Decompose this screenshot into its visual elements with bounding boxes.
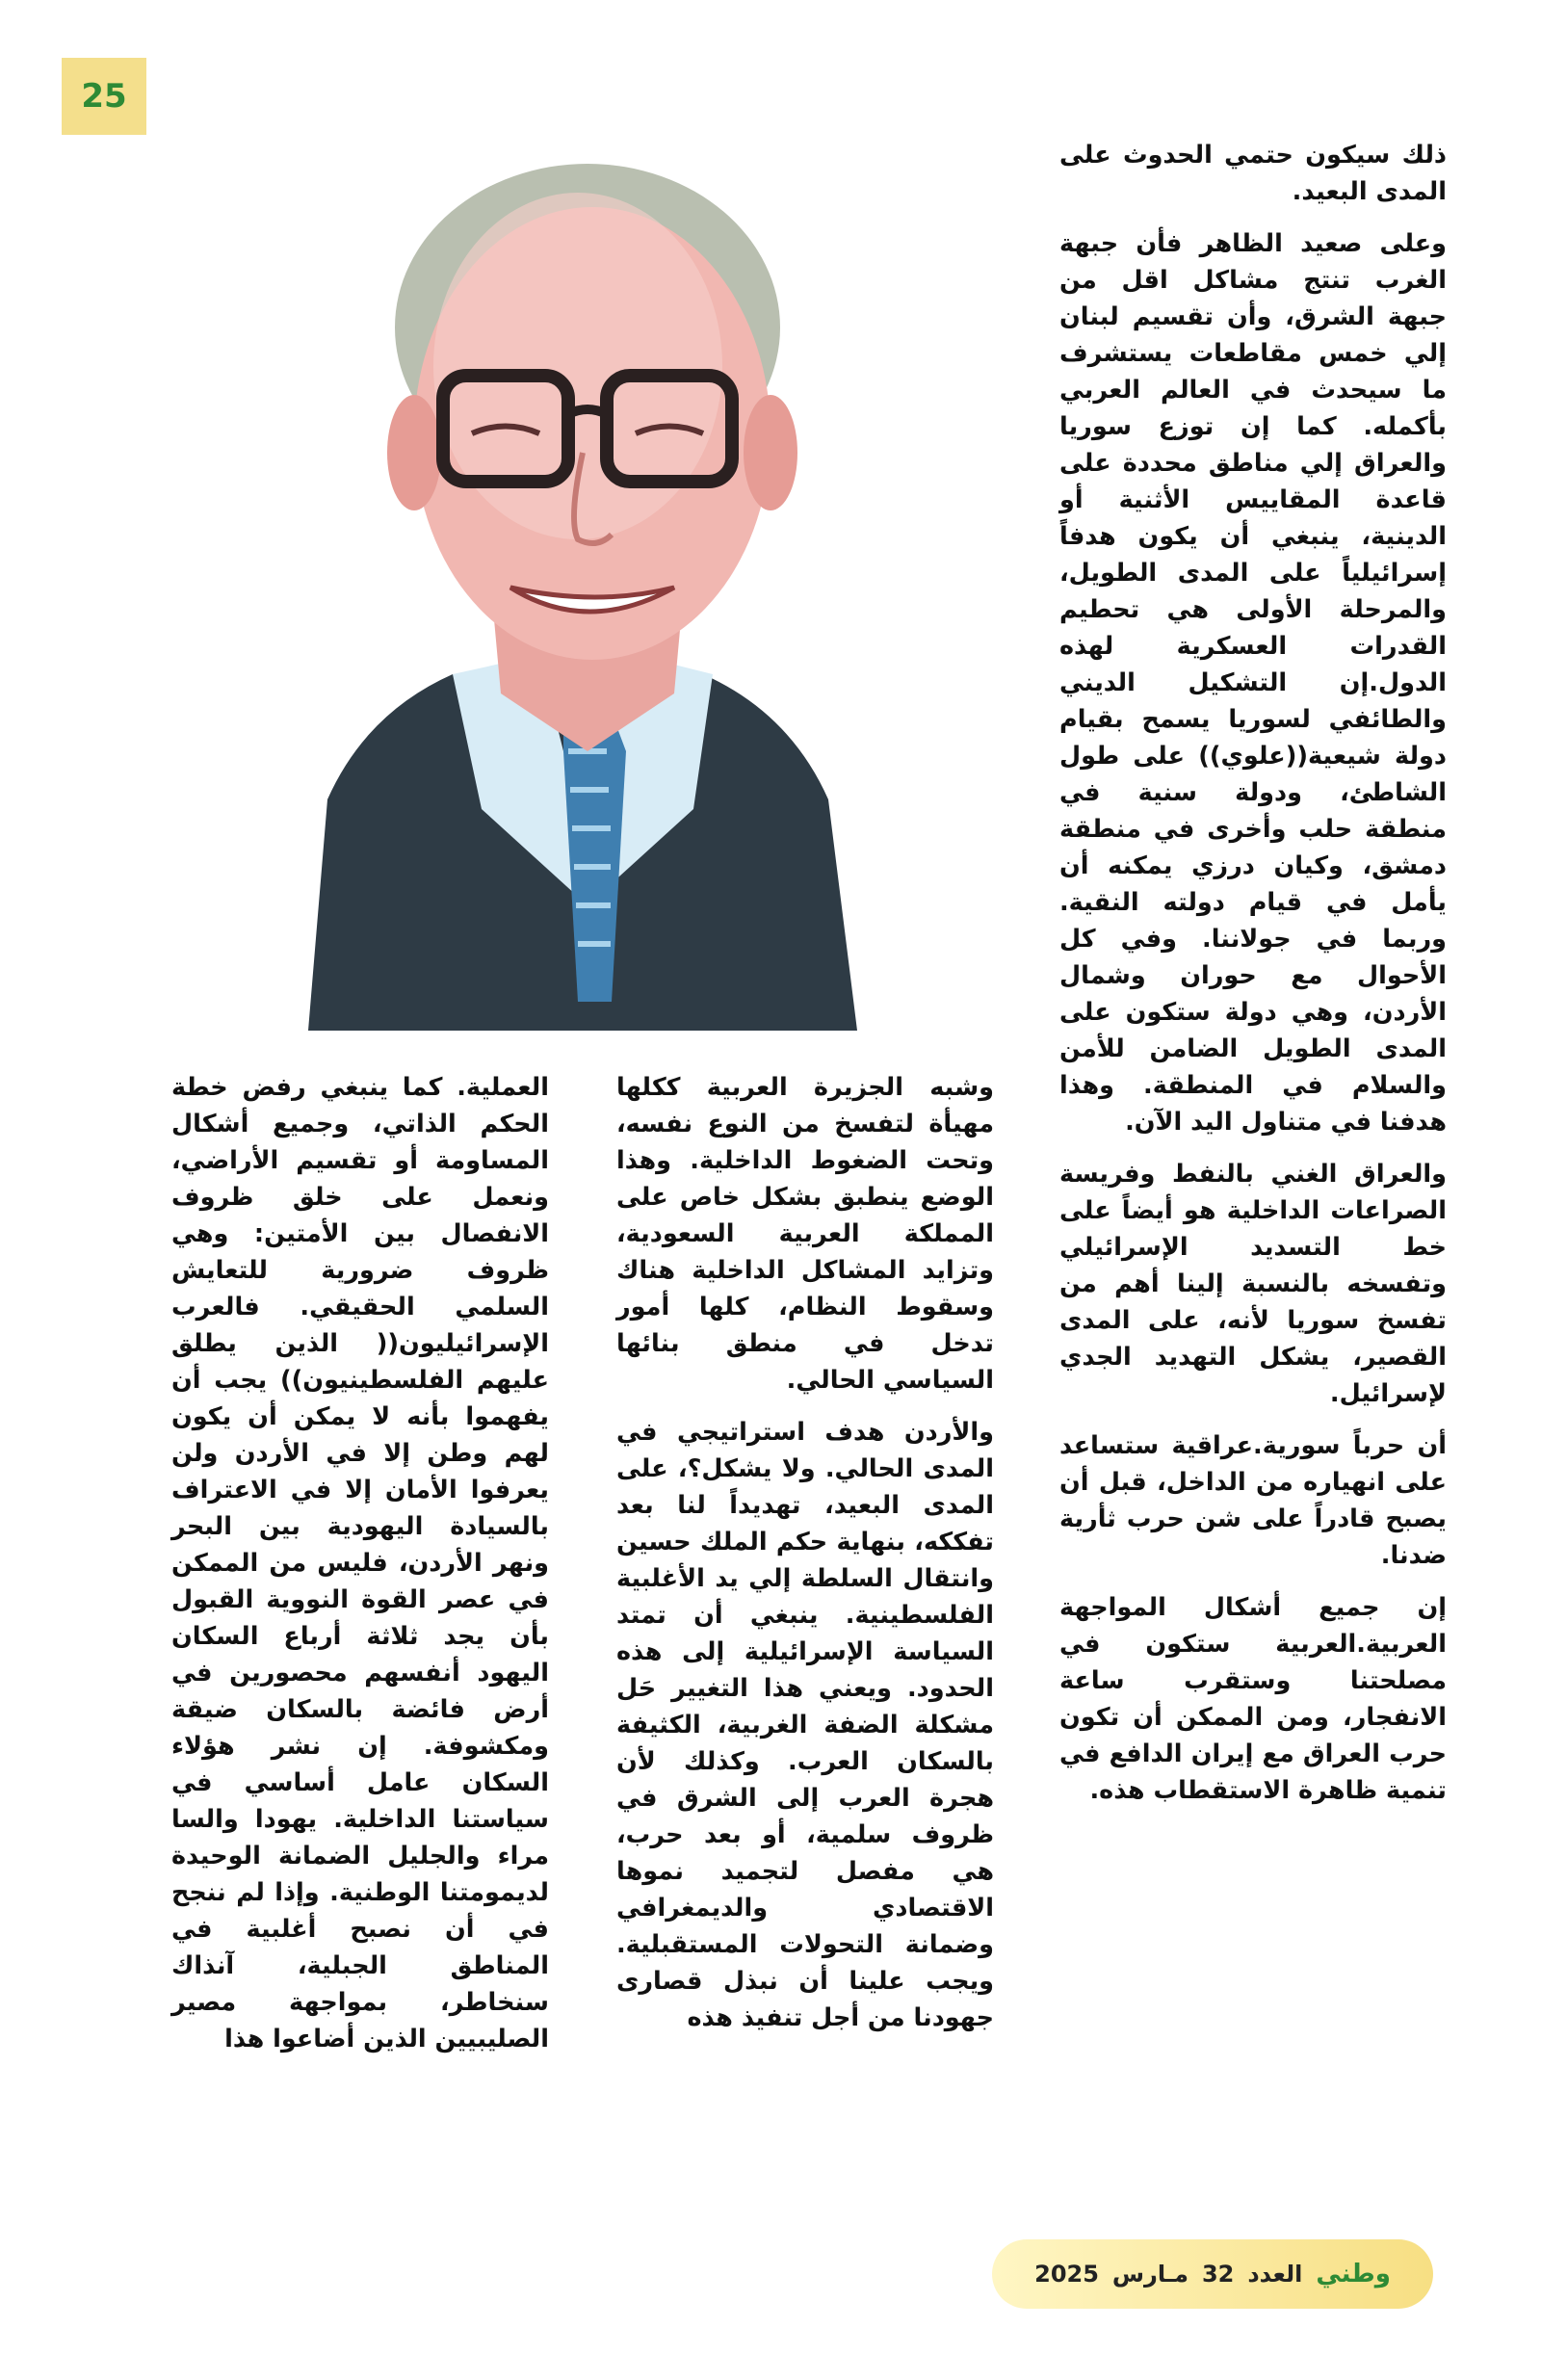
footer-issue-number: 32 [1201,2261,1235,2288]
paragraph: وشبه الجزيرة العربية ككلها مهيأة لتفسخ من النوع نفسه، وتحت الضغوط الداخلية. وهذا الوضع ينطبق بشكل خاص على المملكة العربية السعودية، وتزايد المشاكل الداخلية هناك وسقوط النظام، كلها أمور تدخل في منطق بنائها السياسي الحالي. [616,1073,994,1395]
paragraph: وعلى صعيد الظاهر فأن جبهة الغرب تنتج مشاكل اقل من جبهة الشرق، وأن تقسيم لبنان إلي خمس مقاطعات يستشرف ما سيحدث في العالم العربي بأكمله. كما إن توزع سوريا والعراق إلي مناطق محددة على قاعدة المقاييس الأثنية أو الدينية، ينبغي أن يكون هدفاً إسرائيلياً على المدى الطويل، والمرحلة الأولى هي تحطيم القدرات العسكرية لهذه الدول.إن التشكيل الديني والطائفي لسوريا يسمح بقيام دولة شيعية((علوي)) على طول الشاطئ، ودولة سنية في منطقة حلب وأخرى في منطقة دمشق، وكيان درزي يمكنه أن يأمل في قيام دولته النقية. وربما في جولاننا. وفي كل الأحوال مع حوران وشمال الأردن، وهي دولة ستكون على المدى الطويل الضامن للأمن والسلام في المنطقة. وهذا هدفنا في متناول اليد الآن. [1059,229,1447,1137]
article-column-right [1059,137,1447,1824]
article-column-left [171,1069,549,2073]
footer-brand: وطني [1316,2260,1391,2288]
footer-issue-banner [992,2239,1433,2309]
article-column-middle [616,1069,994,2052]
portrait-illustration [289,135,886,1031]
footer-year: 2025 [1034,2261,1099,2288]
paragraph: أن حرباً سورية.عراقية ستساعد على انهياره من الداخل، قبل أن يصبح قادراً على شن حرب ثأرية ضدنا. [1059,1431,1447,1570]
paragraph: العملية. كما ينبغي رفض خطة الحكم الذاتي، وجميع أشكال المساومة أو تقسيم الأراضي، ونعمل على خلق ظروف الانفصال بين الأمتين: وهي ظروف ضرورية للتعايش السلمي الحقيقي. فالعرب الإسرائيليون(( الذين يطلق عليهم الفلسطينيون)) يجب أن يفهموا بأنه لا يمكن أن يكون لهم وطن إلا في الأردن ولن يعرفوا الأمان إلا في الاعتراف بالسيادة اليهودية بين البحر ونهر الأردن، فليس من الممكن في عصر القوة النووية القبول بأن يجد ثلاثة أرباع السكان اليهود أنفسهم محصورين في أرض فائضة بالسكان ضيقة ومكشوفة. إن نشر هؤلاء السكان عامل أساسي في سياستنا الداخلية. يهودا والسا مراء والجليل الضمانة الوحيدة لديمومتنا الوطنية. وإذا لم ننجح في أن نصبح أغلبية في المناطق الجبلية، آنذاك سنخاطر، بمواجهة مصير الصليبيين الذين أضاعوا هذا [171,1073,549,2053]
paragraph: والعراق الغني بالنفط وفريسة الصراعات الداخلية هو أيضاً على خط التسديد الإسرائيلي وتفسخه بالنسبة إلينا أهم من تفسخ سوريا لأنه، على المدى القصير، يشكل التهديد الجدي لإسرائيل. [1059,1160,1447,1408]
paragraph: إن جميع أشكال المواجهة العربية.العربية ستكون في مصلحتنا وستقرب ساعة الانفجار، ومن الممكن أن تكون حرب العراق مع إيران الدافع في تنمية ظاهرة الاستقطاب هذه. [1059,1593,1447,1805]
paragraph: والأردن هدف استراتيجي في المدى الحالي. ولا يشكل؟، على المدى البعيد، تهديداً لنا بعد تفككه، بنهاية حكم الملك حسين وانتقال السلطة إلي يد الأغلبية الفلسطينية. ينبغي أن تمتد السياسة الإسرائيلية إلى هذه الحدود. ويعني هذا التغيير حَل مشكلة الضفة الغربية، الكثيفة بالسكان العرب. وكذلك لأن هجرة العرب إلى الشرق في ظروف سلمية، أو بعد حرب، هي مفصل لتجميد نموها الاقتصادي والديمغرافي وضمانة التحولات المستقبلية. ويجب علينا أن نبذل قصارى جهودنا من أجل تنفيذ هذه [616,1418,994,2032]
paragraph: ذلك سيكون حتمي الحدوث على المدى البعيد. [1059,141,1447,206]
footer-month: مـارس [1111,2261,1188,2288]
footer-issue-label: العدد [1247,2261,1303,2288]
page-number: 25 [62,58,146,135]
